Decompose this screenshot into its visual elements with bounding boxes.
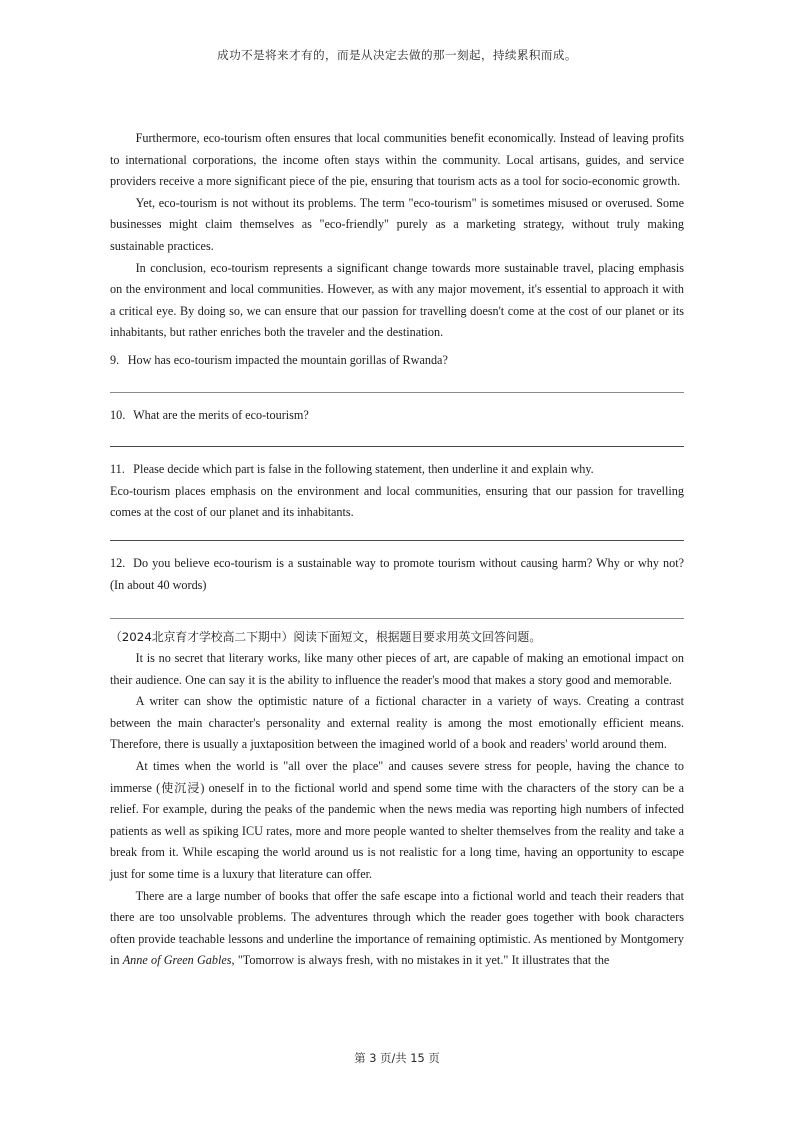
document-body bbox=[110, 128, 684, 972]
article-two-source: （2024北京育才学校高二下期中）阅读下面短文，根据题目要求用英文回答问题。 bbox=[110, 630, 542, 645]
question-9-text: How has eco-tourism impacted the mountain gorillas of Rwanda? bbox=[127, 352, 448, 367]
spacer bbox=[110, 372, 684, 392]
question-11 bbox=[110, 459, 684, 481]
paragraph-large-number-books bbox=[110, 886, 684, 972]
question-10 bbox=[110, 405, 684, 427]
spacer bbox=[110, 541, 684, 553]
spacer bbox=[110, 524, 684, 540]
book-title-italic: Anne of Green Gables bbox=[122, 953, 232, 968]
spacer bbox=[110, 596, 684, 618]
spacer bbox=[110, 447, 684, 459]
paragraph-in-conclusion: In conclusion, eco-tourism represents a significant change towards more sustainable travel, placing emphasis on the environment and local communities. However, as with any major movement, it's essential to approach it with a critical eye. By doing so, we can ensure that our passion for travelling doesn't come at the cost of our planet or its inhabitants, but rather enriches both the traveler and the destination. bbox=[110, 260, 684, 340]
paragraph-text-part-1: There are a large number of books that offer the safe escape into a fictional world and teach their readers that there are too unsolvable problems. The adventures through which the reader goes together with book characters often provide teachable lessons and underline the importance of remaining optimistic. As mentioned by Montgomery in bbox=[110, 888, 684, 968]
paragraph-yet-problems: Yet, eco-tourism is not without its problems. The term "eco-tourism" is sometimes misused or overused. Some businesses might claim themselves as "eco-friendly" purely as a marketing strategy, without truly making sustainable practices. bbox=[110, 195, 684, 253]
question-11-number: 11. bbox=[110, 462, 125, 477]
question-10-number: 10. bbox=[110, 407, 126, 422]
paragraph-text-part-2: , "Tomorrow is always fresh, with no mistakes in it yet." It illustrates that the bbox=[231, 953, 610, 968]
question-9-number: 9. bbox=[110, 352, 120, 367]
paragraph-at-times: At times when the world is "all over the place" and causes severe stress for people, having the chance to immerse (使沉浸) oneself in to the fictional world and spend some time with the characters of the story can be a relief. For example, during the peaks of the pandemic when the news media was reporting high numbers of infected patients as well as spiking ICU rates, more and more people wanted to shelter themselves from the reality and take a break from it. While escaping the world around us is not realistic for a long time, having an opportunity to escape just for some time is a luxury that literature can offer. bbox=[110, 759, 684, 882]
spacer bbox=[110, 426, 684, 446]
paragraph-literary-works: It is no secret that literary works, like many other pieces of art, are capable of making an emotional impact on their audience. One can say it is the ability to influence the reader's mood that makes a story good and memorable. bbox=[110, 651, 684, 687]
page-number-label: 第 3 页/共 15 页 bbox=[354, 1051, 440, 1065]
question-12 bbox=[110, 553, 684, 596]
question-11-text: Please decide which part is false in the following statement, then underline it and explain why. bbox=[133, 462, 594, 477]
spacer bbox=[110, 619, 684, 627]
page-footer bbox=[0, 1050, 794, 1066]
paragraph-furthermore: Furthermore, eco-tourism often ensures that local communities benefit economically. Instead of leaving profits to international corporations, the income often stays within the community. Local artisans, guides, and service providers receive a more significant piece of the pie, ensuring that tourism acts as a tool for socio-economic growth. bbox=[110, 131, 684, 189]
question-9 bbox=[110, 350, 684, 372]
question-10-text: What are the merits of eco-tourism? bbox=[133, 407, 309, 422]
paragraph-writer-optimistic: A writer can show the optimistic nature of a fictional character in a variety of ways. Creating a contrast between the main character's personality and external reality is among the most emotionally efficient means. Therefore, there is usually a juxtaposition between the imagined world of a book and readers' world around them. bbox=[110, 694, 684, 752]
question-11-statement: Eco-tourism places emphasis on the environment and local communities, ensuring that our passion for travelling comes at the cost of our planet and its inhabitants. bbox=[110, 483, 684, 520]
question-12-text: Do you believe eco-tourism is a sustainable way to promote tourism without causing harm? Why or why not? (In about 40 words) bbox=[110, 555, 684, 592]
question-12-number: 12. bbox=[110, 555, 126, 570]
page-header-quote: 成功不是将来才有的，而是从决定去做的那一刻起，持续累积而成。 bbox=[217, 48, 577, 62]
spacer bbox=[110, 393, 684, 405]
